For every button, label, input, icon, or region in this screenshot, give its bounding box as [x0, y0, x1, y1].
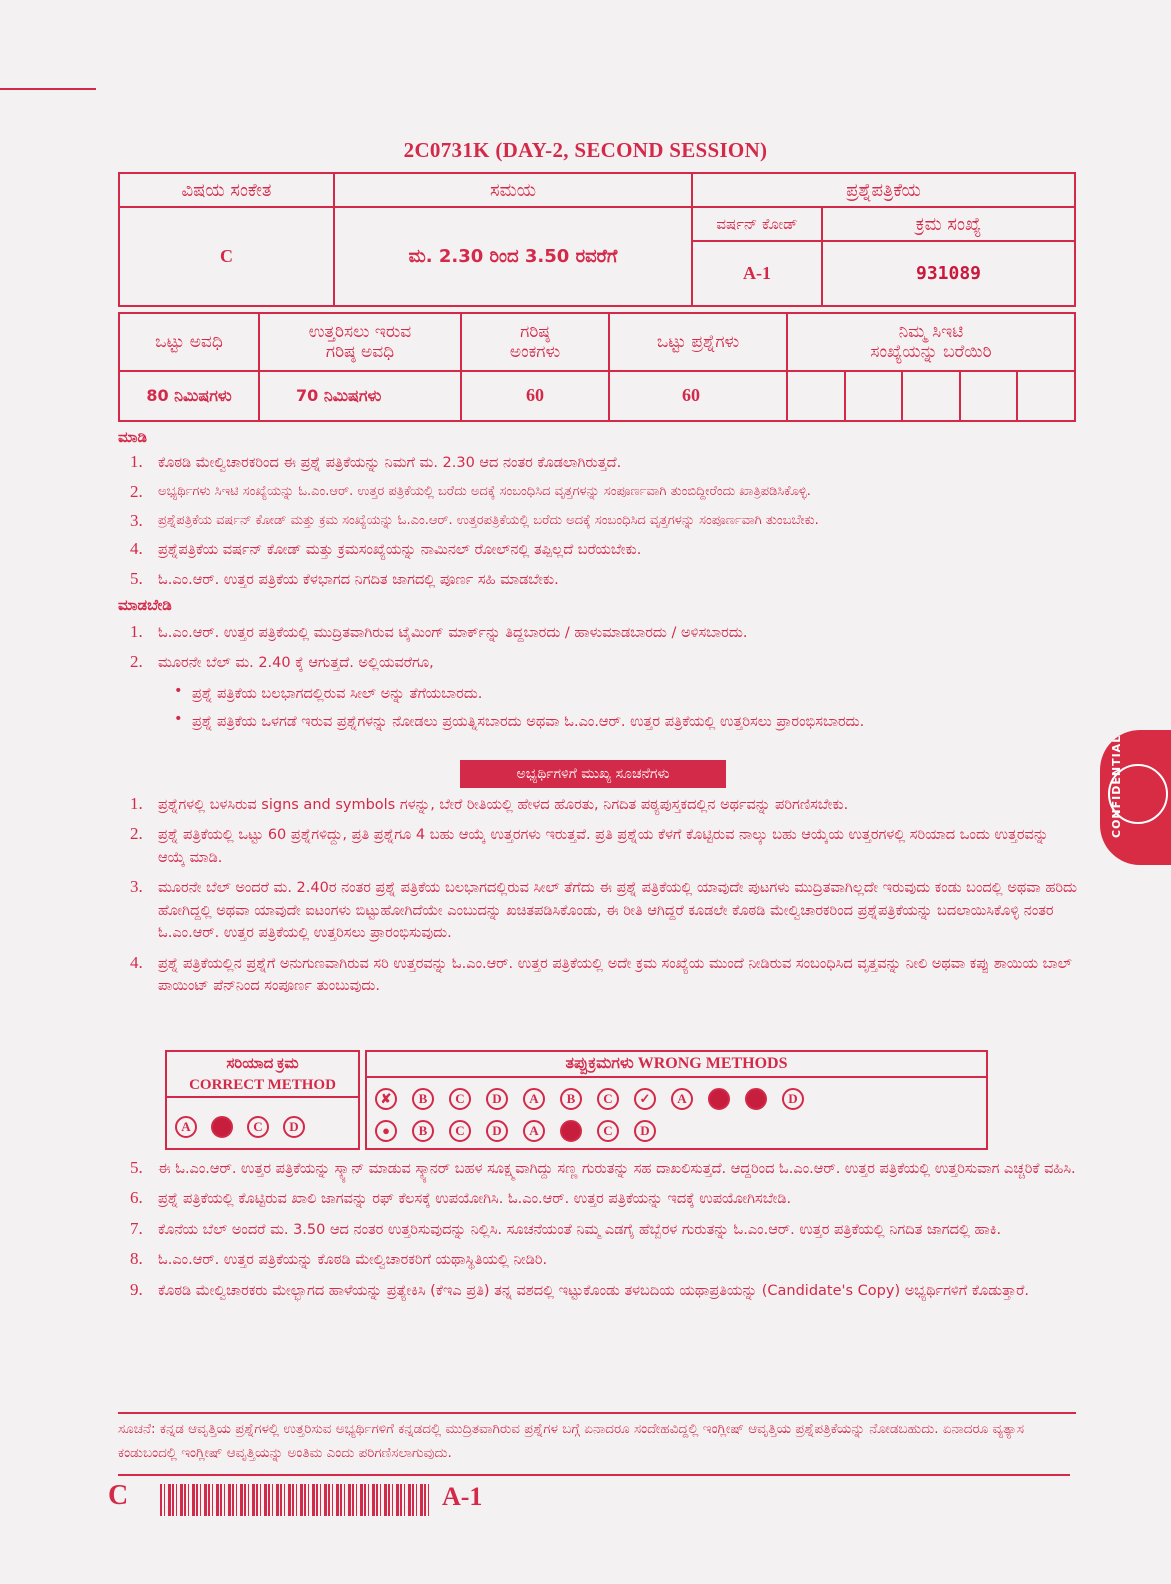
answer-bubble: C: [597, 1120, 619, 1142]
paper-code: 2C0731K (DAY-2, SECOND SESSION): [403, 138, 768, 162]
seal-label: CONFIDENTIAL: [1110, 734, 1123, 838]
instructions-list-a: [130, 794, 1080, 1006]
correct-method-box: [165, 1050, 360, 1150]
answer-bubble: [211, 1116, 233, 1138]
wrong-methods-heading: ತಪ್ಪುಕ್ರಮಗಳು WRONG METHODS: [367, 1052, 986, 1078]
answer-bubble: C: [247, 1116, 269, 1138]
donts-heading: ಮಾಡಬೇಡಿ: [118, 596, 172, 614]
exam-time: ಮ. 2.30 ರಿಂದ 3.50 ರವರೆಗೆ: [334, 207, 692, 306]
answer-bubble: D: [634, 1120, 656, 1142]
question-paper-label: ಪ್ರಶ್ನೆಪತ್ರಿಕೆಯ: [692, 173, 1075, 207]
cet-number-label: ನಿಮ್ಮ ಸಿಇಟಿ ಸಂಖ್ಯೆಯನ್ನು ಬರೆಯಿರಿ: [787, 313, 1075, 371]
max-answer-time-label: ಉತ್ತರಿಸಲು ಇರುವ ಗರಿಷ್ಠ ಅವಧಿ: [259, 313, 461, 371]
answer-bubble: B: [560, 1088, 582, 1110]
cet-digit-box[interactable]: [787, 371, 845, 421]
answer-bubble: ✓: [634, 1088, 656, 1110]
list-item: 2. ಅಭ್ಯರ್ಥಿಗಳು ಸಿಇಟಿ ಸಂಖ್ಯೆಯನ್ನು ಓ.ಎಂ.ಆರ್. ಉತ್ತರ ಪತ್ರಿಕೆಯಲ್ಲಿ ಬರೆದು ಅದಕ್ಕೆ ಸಂಬಂಧಿಸಿದ ವೃತ್ತಗಳನ್ನು ಸಂಪೂರ್ಣವಾಗಿ ತುಂಬಿದ್ದೀರೆಂದು ಖಾತ್ರಿಪಡಿಸಿಕೊಳ್ಳಿ.: [130, 482, 811, 502]
subject-code-label: ವಿಷಯ ಸಂಕೇತ: [119, 173, 334, 207]
cet-digit-box[interactable]: [845, 371, 903, 421]
top-rule: [0, 88, 96, 90]
max-marks: 60: [461, 371, 609, 421]
correct-bubbles: [175, 1116, 305, 1138]
max-marks-label: ಗರಿಷ್ಠ ಅಂಕಗಳು: [461, 313, 609, 371]
subject-code: C: [119, 207, 334, 306]
serial-no-label: ಕ್ರಮ ಸಂಖ್ಯೆ: [822, 207, 1075, 241]
list-item: 5. ಓ.ಎಂ.ಆರ್. ಉತ್ತರ ಪತ್ರಿಕೆಯ ಕೆಳಭಾಗದ ನಿಗದಿತ ಜಾಗದಲ್ಲಿ ಪೂರ್ಣ ಸಹಿ ಮಾಡಬೇಕು.: [130, 569, 559, 589]
answer-bubble: A: [523, 1088, 545, 1110]
total-duration: 80 ನಿಮಿಷಗಳು: [119, 371, 259, 421]
dos-list: [130, 452, 1080, 600]
list-item: 1. ಪ್ರಶ್ನೆಗಳಲ್ಲಿ ಬಳಸಿರುವ signs and symbols ಗಳನ್ನು, ಬೇರೆ ರೀತಿಯಲ್ಲಿ ಹೇಳದ ಹೊರತು, ನಿಗದಿತ ಪಠ್ಯಪುಸ್ತಕದಲ್ಲಿನ ಅರ್ಥವನ್ನು ಪರಿಗಣಿಸಬೇಕು.: [130, 794, 849, 813]
wrong-bubbles-row-2: [375, 1120, 656, 1142]
language-note: ಸೂಚನೆ: ಕನ್ನಡ ಆವೃತ್ತಿಯ ಪ್ರಶ್ನೆಗಳಲ್ಲಿ ಉತ್ತರಿಸುವ ಅಭ್ಯರ್ಥಿಗಳಿಗೆ ಕನ್ನಡದಲ್ಲಿ ಮುದ್ರಿತವಾಗಿರುವ ಪ್ರಶ್ನೆಗಳ ಬಗ್ಗೆ ಏನಾದರೂ ಸಂದೇಹವಿದ್ದಲ್ಲಿ ಇಂಗ್ಲೀಷ್ ಆವೃತ್ತಿಯ ಪ್ರಶ್ನೆಪತ್ರಿಕೆಯನ್ನು ನೋಡಬಹುದು. ಏನಾದರೂ ವ್ಯತ್ಯಾಸ ಕಂಡುಬಂದಲ್ಲಿ ಇಂಗ್ಲೀಷ್ ಆವೃತ್ತಿಯನ್ನು ಅಂತಿಮ ಎಂದು ಪರಿಗಣಿಸಲಾಗುವುದು.: [118, 1412, 1076, 1465]
footer-rule: [118, 1474, 1070, 1476]
answer-bubble: ✘: [375, 1088, 397, 1110]
list-item: 2. ಮೂರನೇ ಬೆಲ್ ಮ. 2.40 ಕ್ಕೆ ಆಗುತ್ತದೆ. ಅಲ್ಲಿಯವರೆಗೂ,: [130, 652, 434, 672]
cet-digit-box[interactable]: [960, 371, 1018, 421]
paper-info-table: [118, 172, 1076, 307]
total-questions-label: ಒಟ್ಟು ಪ್ರಶ್ನೆಗಳು: [609, 313, 787, 371]
list-item: 9. ಕೊಠಡಿ ಮೇಲ್ವಿಚಾರಕರು ಮೇಲ್ಭಾಗದ ಹಾಳೆಯನ್ನು ಪ್ರತ್ಯೇಕಿಸಿ (ಕೆಇಎ ಪ್ರತಿ) ತನ್ನ ವಶದಲ್ಲಿ ಇಟ್ಟುಕೊಂಡು ತಳಬದಿಯ ಯಥಾಪ್ರತಿಯನ್ನು (Candidate's Copy) ಅಭ್ಯರ್ಥಿಗಳಿಗೆ ಕೊಡುತ್ತಾರೆ.: [130, 1279, 1029, 1299]
answer-bubble: [745, 1088, 767, 1110]
answer-bubble: A: [175, 1116, 197, 1138]
footer-subject-code: C: [108, 1480, 129, 1511]
list-item: 7. ಕೊನೆಯ ಬೆಲ್ ಅಂದರೆ ಮ. 3.50 ಆದ ನಂತರ ಉತ್ತರಿಸುವುದನ್ನು ನಿಲ್ಲಿಸಿ. ಸೂಚನೆಯಂತೆ ನಿಮ್ಮ ಎಡಗೈ ಹೆಬ್ಬೆರಳ ಗುರುತನ್ನು ಓ.ಎಂ.ಆರ್. ಉತ್ತರ ಪತ್ರಿಕೆಯಲ್ಲಿ ನಿಗದಿತ ಜಾಗದಲ್ಲಿ ಹಾಕಿ.: [130, 1218, 1002, 1238]
barcode: [160, 1484, 432, 1516]
serial-number: 931089: [822, 241, 1075, 306]
cet-digit-box[interactable]: [1017, 371, 1075, 421]
list-item: 1. ಕೊಠಡಿ ಮೇಲ್ವಿಚಾರಕರಿಂದ ಈ ಪ್ರಶ್ನೆ ಪತ್ರಿಕೆಯನ್ನು ನಿಮಗೆ ಮ. 2.30 ಆದ ನಂತರ ಕೊಡಲಾಗಿರುತ್ತದೆ.: [130, 452, 622, 471]
list-item: 4. ಪ್ರಶ್ನೆಪತ್ರಿಕೆಯ ವರ್ಷನ್ ಕೋಡ್ ಮತ್ತು ಕ್ರಮಸಂಖ್ಯೆಯನ್ನು ನಾಮಿನಲ್ ರೋಲ್‌ನಲ್ಲಿ ತಪ್ಪಿಲ್ಲದೆ ಬರೆಯಬೇಕು.: [130, 538, 642, 558]
answer-bubble: D: [486, 1088, 508, 1110]
answer-bubble: C: [449, 1088, 471, 1110]
total-questions: 60: [609, 371, 787, 421]
correct-method-heading: ಸರಿಯಾದ ಕ್ರಮ CORRECT METHOD: [167, 1052, 358, 1098]
marking-methods: [165, 1050, 988, 1150]
bullet-item: • ಪ್ರಶ್ನೆ ಪತ್ರಿಕೆಯ ಬಲಭಾಗದಲ್ಲಿರುವ ಸೀಲ್ ಅನ್ನು ತೆಗೆಯಬಾರದು.: [174, 682, 483, 702]
bullet-item: • ಪ್ರಶ್ನೆ ಪತ್ರಿಕೆಯ ಒಳಗಡೆ ಇರುವ ಪ್ರಶ್ನೆಗಳನ್ನು ನೋಡಲು ಪ್ರಯತ್ನಿಸಬಾರದು ಅಥವಾ ಓ.ಎಂ.ಆರ್. ಉತ್ತರ ಪತ್ರಿಕೆಯಲ್ಲಿ ಉತ್ತರಿಸಲು ಪ್ರಾರಂಭಿಸಬಾರದು.: [174, 711, 865, 731]
max-answer-time: 70 ನಿಮಿಷಗಳು: [259, 371, 461, 421]
instructions-banner: ಅಭ್ಯರ್ಥಿಗಳಿಗೆ ಮುಖ್ಯ ಸೂಚನೆಗಳು: [460, 760, 726, 788]
total-duration-label: ಒಟ್ಟು ಅವಧಿ: [119, 313, 259, 371]
wrong-bubbles-row-1: [375, 1088, 804, 1110]
answer-bubble: B: [412, 1120, 434, 1142]
version-code: A-1: [692, 241, 822, 306]
list-item: 6. ಪ್ರಶ್ನೆ ಪತ್ರಿಕೆಯಲ್ಲಿ ಕೊಟ್ಟಿರುವ ಖಾಲಿ ಜಾಗವನ್ನು ರಫ್ ಕೆಲಸಕ್ಕೆ ಉಪಯೋಗಿಸಿ. ಓ.ಎಂ.ಆರ್. ಉತ್ತರ ಪತ್ರಿಕೆಯನ್ನು ಇದಕ್ಕೆ ಉಪಯೋಗಿಸಬೇಡಿ.: [130, 1188, 792, 1208]
confidential-seal[interactable]: [1100, 730, 1171, 865]
answer-bubble: A: [523, 1120, 545, 1142]
wrong-methods-box: [365, 1050, 988, 1150]
instructions-list-b: [130, 1158, 1080, 1310]
answer-bubble: A: [671, 1088, 693, 1110]
donts-list: [130, 622, 1080, 740]
answer-bubble: C: [597, 1088, 619, 1110]
list-item: 5. ಈ ಓ.ಎಂ.ಆರ್. ಉತ್ತರ ಪತ್ರಿಕೆಯನ್ನು ಸ್ಕ್ಯಾನ್ ಮಾಡುವ ಸ್ಕ್ಯಾನರ್ ಬಹಳ ಸೂಕ್ಷ್ಮವಾಗಿದ್ದು ಸಣ್ಣ ಗುರುತನ್ನು ಸಹ ದಾಖಲಿಸುತ್ತದೆ. ಆದ್ದರಿಂದ ಓ.ಎಂ.ಆರ್. ಉತ್ತರ ಪತ್ರಿಕೆಯಲ್ಲಿ ಉತ್ತರಿಸುವಾಗ ಎಚ್ಚರಿಕೆ ವಹಿಸಿ.: [130, 1158, 1076, 1177]
answer-bubble: D: [782, 1088, 804, 1110]
list-item: 4. ಪ್ರಶ್ನೆ ಪತ್ರಿಕೆಯಲ್ಲಿನ ಪ್ರಶ್ನೆಗೆ ಅನುಗುಣವಾಗಿರುವ ಸರಿ ಉತ್ತರವನ್ನು ಓ.ಎಂ.ಆರ್. ಉತ್ತರ ಪತ್ರಿಕೆಯಲ್ಲಿ ಅದೇ ಕ್ರಮ ಸಂಖ್ಯೆಯ ಮುಂದೆ ನೀಡಿರುವ ಸಂಬಂಧಿಸಿದ ವೃತ್ತವನ್ನು ನೀಲಿ ಅಥವಾ ಕಪ್ಪು ಶಾಯಿಯ ಬಾಲ್ ಪಾಯಿಂಟ್ ಪೆನ್‌ನಿಂದ ಸಂಪೂರ್ಣ ತುಂಬುವುದು.: [130, 952, 1072, 995]
list-item: 2. ಪ್ರಶ್ನೆ ಪತ್ರಿಕೆಯಲ್ಲಿ ಒಟ್ಟು 60 ಪ್ರಶ್ನೆಗಳಿದ್ದು, ಪ್ರತಿ ಪ್ರಶ್ನೆಗೂ 4 ಬಹು ಆಯ್ಕೆ ಉತ್ತರಗಳು ಇರುತ್ತವೆ. ಪ್ರತಿ ಪ್ರಶ್ನೆಯ ಕೆಳಗೆ ಕೊಟ್ಟಿರುವ ನಾಲ್ಕು ಬಹು ಆಯ್ಕೆಯ ಉತ್ತರಗಳಲ್ಲಿ ಸರಿಯಾದ ಒಂದು ಉತ್ತರವನ್ನು ಆಯ್ಕೆ ಮಾಡಿ.: [130, 824, 1049, 866]
dos-heading: ಮಾಡಿ: [118, 428, 148, 446]
list-item: 8. ಓ.ಎಂ.ಆರ್. ಉತ್ತರ ಪತ್ರಿಕೆಯನ್ನು ಕೊಠಡಿ ಮೇಲ್ವಿಚಾರಕರಿಗೆ ಯಥಾಸ್ಥಿತಿಯಲ್ಲಿ ನೀಡಿರಿ.: [130, 1249, 548, 1269]
answer-bubble: [560, 1120, 582, 1142]
cet-digit-box[interactable]: [902, 371, 960, 421]
answer-bubble: C: [449, 1120, 471, 1142]
version-code-label: ವರ್ಷನ್ ಕೋಡ್: [692, 207, 822, 241]
time-label: ಸಮಯ: [334, 173, 692, 207]
list-item: 3. ಮೂರನೇ ಬೆಲ್ ಅಂದರೆ ಮ. 2.40ರ ನಂತರ ಪ್ರಶ್ನೆ ಪತ್ರಿಕೆಯ ಬಲಭಾಗದಲ್ಲಿರುವ ಸೀಲ್ ತೆಗೆದು ಈ ಪ್ರಶ್ನೆ ಪತ್ರಿಕೆಯಲ್ಲಿ ಯಾವುದೇ ಪುಟಗಳು ಮುದ್ರಿತವಾಗಿಲ್ಲದೇ ಇರುವುದು ಕಂಡು ಬಂದಲ್ಲಿ ಅಥವಾ ಹರಿದು ಹೋಗಿದ್ದಲ್ಲಿ ಅಥವಾ ಯಾವುದೇ ಐಟಂಗಳು ಬಿಟ್ಟುಹೋಗಿದೆಯೇ ಎಂಬುದನ್ನು ಖಚಿತಪಡಿಸಿಕೊಂಡು, ಈ ರೀತಿ ಆಗಿದ್ದರೆ ಕೂಡಲೇ ಕೊಠಡಿ ಮೇಲ್ವಿಚಾರಕರಿಂದ ಪ್ರಶ್ನೆಪತ್ರಿಕೆಯನ್ನು ಬದಲಾಯಿಸಿಕೊಳ್ಳಿ ನಂತರ ಓ.ಎಂ.ಆರ್. ಉತ್ತರ ಪತ್ರಿಕೆಯಲ್ಲಿ ಉತ್ತರಿಸಲು ಪ್ರಾರಂಭಿಸುವುದು.: [130, 877, 1078, 942]
footer-version-code: A-1: [442, 1482, 483, 1511]
answer-bubble: [708, 1088, 730, 1110]
answer-bubble: D: [283, 1116, 305, 1138]
answer-bubble: D: [486, 1120, 508, 1142]
list-item: 3. ಪ್ರಶ್ನೆಪತ್ರಿಕೆಯ ವರ್ಷನ್ ಕೋಡ್ ಮತ್ತು ಕ್ರಮ ಸಂಖ್ಯೆಯನ್ನು ಓ.ಎಂ.ಆರ್. ಉತ್ತರಪತ್ರಿಕೆಯಲ್ಲಿ ಬರೆದು ಅದಕ್ಕೆ ಸಂಬಂಧಿಸಿದ ವೃತ್ತಗಳನ್ನು ಸಂಪೂರ್ಣವಾಗಿ ತುಂಬಬೇಕು.: [130, 510, 819, 530]
answer-bubble: ●: [375, 1120, 397, 1142]
exam-details-table: [118, 312, 1076, 422]
list-item: 1. ಓ.ಎಂ.ಆರ್. ಉತ್ತರ ಪತ್ರಿಕೆಯಲ್ಲಿ ಮುದ್ರಿತವಾಗಿರುವ ಟೈಮಿಂಗ್ ಮಾರ್ಕ್‌ನ್ನು ತಿದ್ದಬಾರದು / ಹಾಳುಮಾಡಬಾರದು / ಅಳಿಸಬಾರದು.: [130, 622, 748, 641]
answer-bubble: B: [412, 1088, 434, 1110]
